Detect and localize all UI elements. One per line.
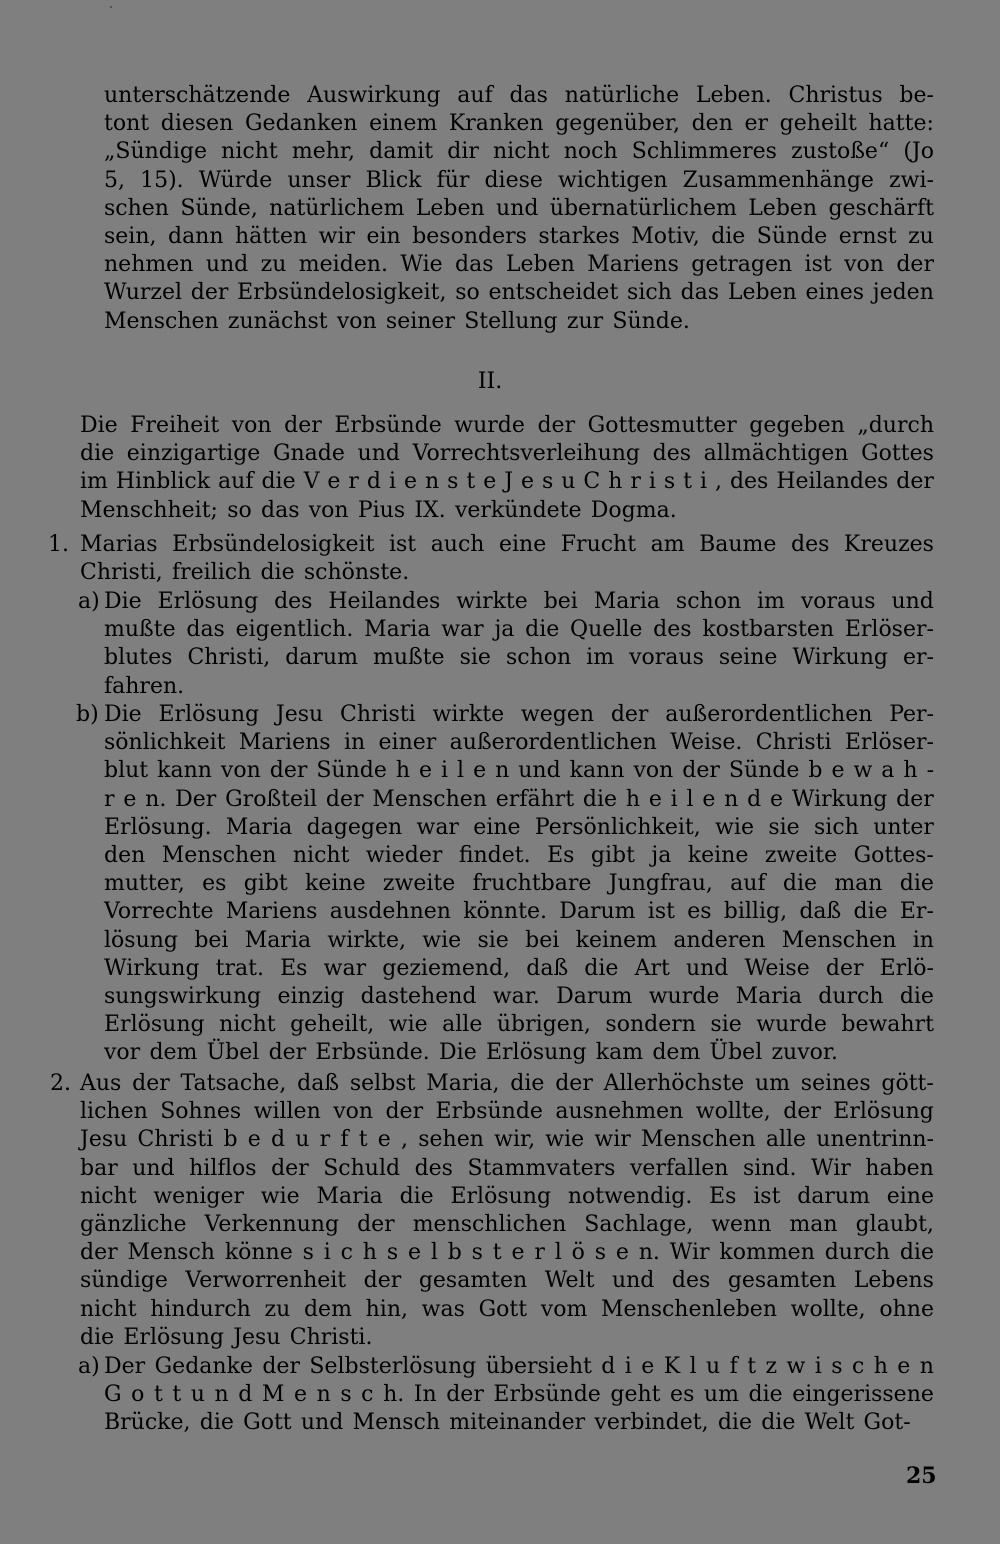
text-line: Brücke, die Gott und Mensch miteinander verbindet, die die Welt Got-	[104, 1410, 911, 1435]
text-line: tont diesen Gedanken einem Kranken gegenüber, den er geheilt hatte:	[104, 111, 934, 136]
text-line: vor dem Übel der Erbsünde. Die Erlösung kam dem Übel zuvor.	[104, 1040, 838, 1065]
page-number: 25	[906, 1463, 937, 1489]
list-marker: 2.	[50, 1071, 71, 1096]
list-marker: b)	[76, 702, 99, 727]
text-line: nicht hindurch zu dem hin, was Gott vom Menschenleben wollte, ohne	[80, 1297, 934, 1322]
section-heading: II.	[477, 369, 503, 394]
text-line: die Erlösung Jesu Christi.	[80, 1325, 373, 1350]
text-line: Die Erlösung Jesu Christi wirkte wegen der außerordentlichen Per-	[104, 702, 934, 727]
text-line: nehmen und zu meiden. Wie das Leben Mariens getragen ist von der	[104, 252, 934, 277]
text-line: mutter, es gibt keine zweite fruchtbare Jungfrau, auf die man die	[104, 871, 934, 896]
text-line: Marias Erbsündelosigkeit ist auch eine Frucht am Baume des Kreuzes	[80, 532, 934, 557]
text-line: sündige Verworrenheit der gesamten Welt und des gesamten Lebens	[80, 1268, 934, 1293]
text-line: Christi, freilich die schönste.	[80, 560, 410, 585]
text-line: Jesu Christi b e d u r f t e , sehen wir, wie wir Menschen alle unentrinn-	[80, 1127, 934, 1152]
text-line: unterschätzende Auswirkung auf das natürliche Leben. Christus be-	[104, 83, 934, 108]
text-line: nicht weniger wie Maria die Erlösung notwendig. Es ist darum eine	[80, 1184, 934, 1209]
text-line: Erlösung nicht geheilt, wie alle übrigen, sondern sie wurde bewahrt	[104, 1012, 934, 1037]
text-line: gänzliche Verkennung der menschlichen Sachlage, wenn man glaubt,	[80, 1212, 934, 1237]
text-line: Menschen zunächst von seiner Stellung zur Sünde.	[104, 309, 690, 334]
list-marker: a)	[78, 589, 100, 614]
text-line: die einzigartige Gnade und Vorrechtsverleihung des allmächtigen Gottes	[80, 441, 934, 466]
text-line: sein, dann hätten wir ein besonders starkes Motiv, die Sünde ernst zu	[104, 224, 934, 249]
text-line: schen Sünde, natürlichem Leben und übernatürlichem Leben geschärft	[104, 196, 934, 221]
list-marker: 1.	[48, 532, 69, 557]
text-line: im Hinblick auf die V e r d i e n s t e J e s u C h r i s t i , des Heilandes der	[80, 469, 934, 494]
text-line: r e n. Der Großteil der Menschen erfährt die h e i l e n d e Wirkung der	[104, 787, 934, 812]
text-line: lösung bei Maria wirkte, wie sie bei keinem anderen Menschen in	[104, 928, 934, 953]
text-line: 5, 15). Würde unser Blick für diese wichtigen Zusammenhänge zwi-	[104, 168, 934, 193]
text-line: sönlichkeit Mariens in einer außerordentlichen Weise. Christi Erlöser-	[104, 730, 934, 755]
text-line: Die Erlösung des Heilandes wirkte bei Maria schon im voraus und	[104, 589, 934, 614]
text-line: Aus der Tatsache, daß selbst Maria, die der Allerhöchste um seines gött-	[80, 1071, 934, 1096]
text-line: mußte das eigentlich. Maria war ja die Quelle des kostbarsten Erlöser-	[104, 617, 934, 642]
text-line: sungswirkung einzig dastehend war. Darum wurde Maria durch die	[104, 984, 934, 1009]
text-line: den Menschen nicht wieder findet. Es gibt ja keine zweite Gottes-	[104, 843, 934, 868]
text-line: lichen Sohnes willen von der Erbsünde ausnehmen wollte, der Erlösung	[80, 1099, 934, 1124]
text-line: Menschheit; so das von Pius IX. verkündete Dogma.	[80, 498, 677, 523]
paper-speck	[110, 6, 112, 8]
text-line: Vorrechte Mariens ausdehnen könnte. Darum ist es billig, daß die Er-	[104, 899, 934, 924]
text-line: Wurzel der Erbsündelosigkeit, so entscheidet sich das Leben eines jeden	[104, 280, 934, 305]
list-marker: a)	[78, 1354, 100, 1379]
text-line: Der Gedanke der Selbsterlösung übersieht d i e K l u f t z w i s c h e n	[104, 1354, 934, 1379]
text-line: G o t t u n d M e n s c h. In der Erbsünde geht es um die eingerissene	[104, 1382, 934, 1407]
text-line: fahren.	[104, 674, 185, 699]
text-line: blut kann von der Sünde h e i l e n und kann von der Sünde b e w a h -	[104, 758, 934, 783]
text-line: bar und hilflos der Schuld des Stammvaters verfallen sind. Wir haben	[80, 1156, 934, 1181]
text-line: der Mensch könne s i c h s e l b s t e r l ö s e n. Wir kommen durch die	[80, 1240, 934, 1265]
text-line: Die Freiheit von der Erbsünde wurde der Gottesmutter gegeben „durch	[80, 413, 934, 438]
text-line: „Sündige nicht mehr, damit dir nicht noch Schlimmeres zustoße“ (Jo	[104, 139, 934, 164]
text-line: Erlösung. Maria dagegen war eine Persönlichkeit, wie sie sich unter	[104, 815, 934, 840]
text-line: Wirkung trat. Es war geziemend, daß die Art und Weise der Erlö-	[104, 956, 934, 981]
text-line: blutes Christi, darum mußte sie schon im voraus seine Wirkung er-	[104, 645, 934, 670]
